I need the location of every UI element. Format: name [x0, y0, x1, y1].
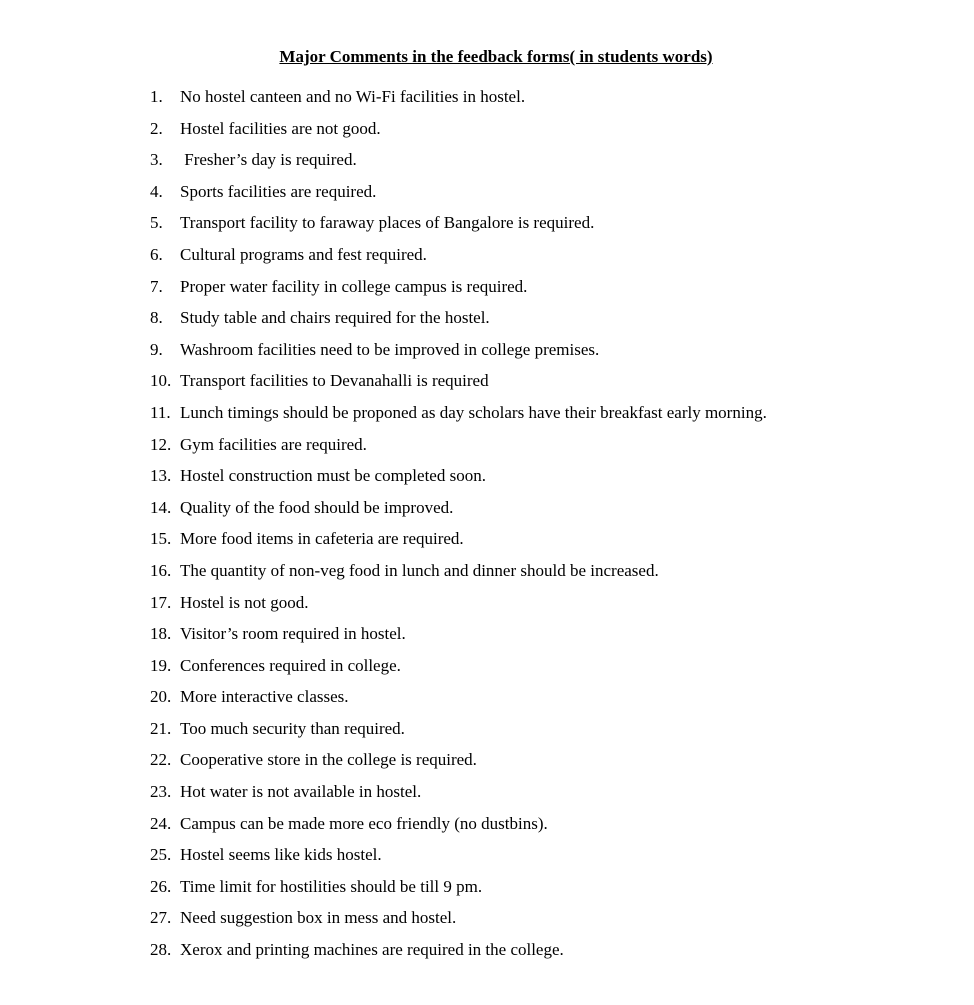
item-number: 25. [150, 845, 172, 865]
item-number: 15. [150, 529, 172, 549]
item-text: Proper water facility in college campus is required. [180, 276, 528, 296]
item-number: 19. [150, 655, 172, 675]
item-text: Fresher’s day is required. [180, 150, 357, 170]
item-number: 24. [150, 813, 172, 833]
list-item [150, 528, 767, 560]
item-number: 1. [150, 87, 163, 106]
item-number: 23. [150, 782, 172, 802]
list-item [150, 402, 767, 434]
list-item [150, 276, 767, 308]
item-number: 8. [150, 308, 163, 328]
list-item [150, 876, 767, 908]
item-number: 21. [150, 718, 172, 738]
item-number: 9. [150, 339, 163, 359]
list-item [150, 749, 767, 781]
list-item [150, 907, 767, 939]
item-number: 16. [150, 560, 172, 580]
item-number: 26. [150, 876, 172, 896]
item-text: Sports facilities are required. [180, 181, 377, 201]
item-number: 28. [150, 940, 172, 960]
item-number: 27. [150, 908, 172, 928]
item-text: Quality of the food should be improved. [180, 497, 454, 517]
list-item [150, 212, 767, 244]
item-text: Lunch timings should be proponed as day scholars have their breakfast early morning. [180, 402, 767, 422]
item-number: 18. [150, 624, 172, 644]
item-text: Campus can be made more eco friendly (no dustbins). [180, 813, 548, 833]
item-number: 4. [150, 181, 163, 201]
list-item [150, 118, 767, 150]
item-text: The quantity of non-veg food in lunch and dinner should be increased. [180, 560, 659, 580]
item-text: Conferences required in college. [180, 655, 401, 675]
list-item [150, 465, 767, 497]
item-text: Hot water is not available in hostel. [180, 782, 422, 802]
list-item [150, 781, 767, 813]
item-text: Transport facilities to Devanahalli is required [180, 371, 489, 391]
item-number: 3. [150, 150, 163, 170]
item-number: 12. [150, 434, 172, 454]
list-item [150, 560, 767, 592]
list-item [150, 718, 767, 750]
item-text: Xerox and printing machines are required in the college. [180, 940, 564, 960]
list-item [150, 307, 767, 339]
item-text: More interactive classes. [180, 687, 349, 707]
item-text: Too much security than required. [180, 718, 405, 738]
list-item [150, 370, 767, 402]
list-item [150, 844, 767, 876]
item-number: 20. [150, 687, 172, 707]
item-text: Transport facility to faraway places of Bangalore is required. [180, 213, 595, 233]
item-text: Hostel construction must be completed soon. [180, 466, 486, 486]
list-item [150, 686, 767, 718]
item-text: Hostel is not good. [180, 592, 309, 612]
item-text: Cultural programs and fest required. [180, 244, 427, 264]
item-number: 11. [150, 402, 171, 422]
item-number: 2. [150, 118, 163, 138]
item-text: More food items in cafeteria are required. [180, 529, 464, 549]
item-text: Gym facilities are required. [180, 434, 367, 454]
list-item [150, 244, 767, 276]
item-number: 10. [150, 371, 172, 391]
list-item [150, 149, 767, 181]
list-item [150, 86, 767, 118]
item-text: Cooperative store in the college is required. [180, 750, 477, 770]
item-text: Hostel facilities are not good. [180, 118, 381, 138]
item-number: 13. [150, 466, 172, 486]
item-text: Need suggestion box in mess and hostel. [180, 908, 457, 928]
list-item [150, 434, 767, 466]
list-item [150, 592, 767, 624]
list-item [150, 497, 767, 529]
list-item [150, 813, 767, 845]
item-text: Washroom facilities need to be improved in college premises. [180, 339, 600, 359]
document-title: Major Comments in the feedback forms( in students words) [279, 47, 713, 66]
item-text: Visitor’s room required in hostel. [180, 624, 406, 644]
item-number: 14. [150, 497, 172, 517]
comment-list [150, 86, 767, 971]
item-text: Hostel seems like kids hostel. [180, 845, 382, 865]
item-text: Time limit for hostilities should be till 9 pm. [180, 876, 483, 896]
item-number: 5. [150, 213, 163, 233]
list-item [150, 623, 767, 655]
item-number: 17. [150, 592, 172, 612]
list-item [150, 181, 767, 213]
item-number: 7. [150, 276, 163, 296]
list-item [150, 939, 767, 971]
item-number: 6. [150, 244, 163, 264]
item-number: 22. [150, 750, 172, 770]
list-item [150, 339, 767, 371]
list-item [150, 655, 767, 687]
item-text: Study table and chairs required for the hostel. [180, 308, 490, 328]
item-text: No hostel canteen and no Wi-Fi facilities in hostel. [180, 87, 526, 106]
